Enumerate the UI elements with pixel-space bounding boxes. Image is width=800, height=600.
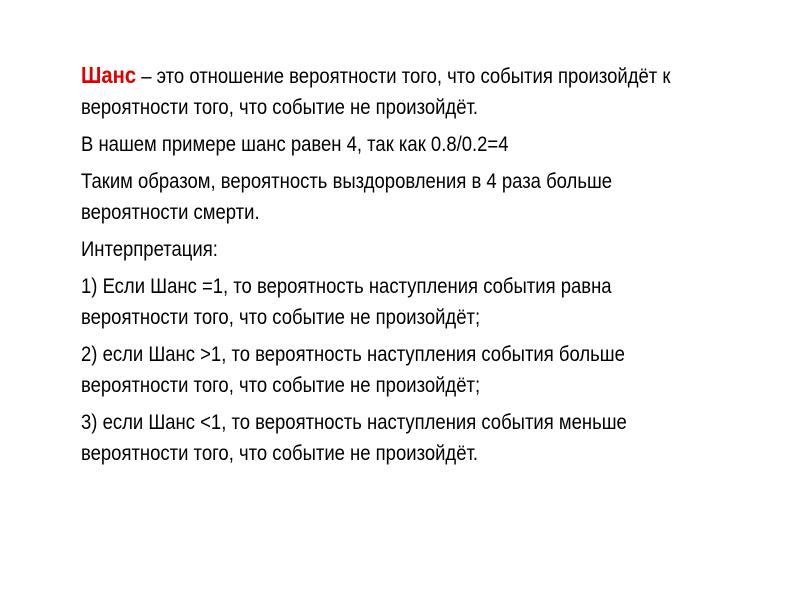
conclusion-paragraph: Таким образом, вероятность выздоровления в 4 раза больше вероятности смерти.: [81, 170, 613, 224]
interpretation-item-2: 2) если Шанс >1, то вероятность наступления события больше вероятности того, что событие не произойдёт;: [81, 343, 625, 397]
interpretation-item-3: 3) если Шанс <1, то вероятность наступления события меньше вероятности того, что событие не произойдёт.: [81, 411, 627, 465]
interpretation-heading: Интерпретация:: [81, 238, 218, 261]
example-paragraph: В нашем примере шанс равен 4, так как 0.8/0.2=4: [81, 133, 509, 156]
slide-body: [81, 60, 679, 475]
definition-term: Шанс: [81, 62, 137, 88]
definition-text: – это отношение вероятности того, что события произойдёт к вероятности того, что событие не произойдёт.: [81, 65, 671, 119]
definition-paragraph: [81, 60, 679, 123]
interpretation-item-1: 1) Если Шанс =1, то вероятность наступления события равна вероятности того, что событие не произойдёт;: [81, 275, 612, 329]
